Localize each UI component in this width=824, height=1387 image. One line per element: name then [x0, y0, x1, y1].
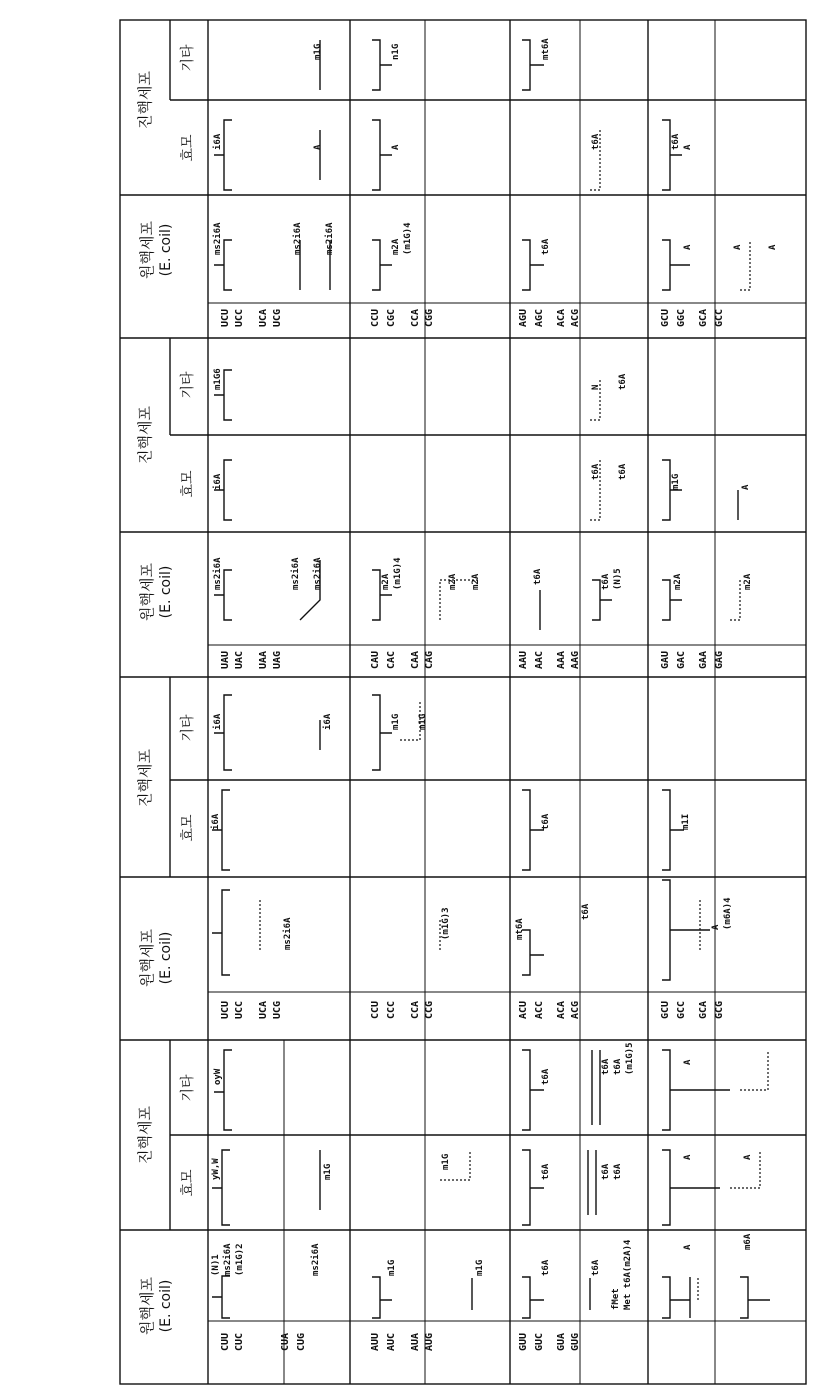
codon-label: GCA — [698, 308, 709, 328]
svg-text:A: A — [683, 1059, 693, 1065]
svg-text:t6A: t6A — [613, 1163, 623, 1180]
svg-text:t6A: t6A — [613, 1058, 623, 1075]
svg-text:t6A: t6A — [591, 1259, 601, 1276]
svg-text:t6A: t6A — [601, 1163, 611, 1180]
svg-text:n1G: n1G — [391, 43, 401, 60]
svg-text:(m6A)4: (m6A)4 — [723, 897, 733, 930]
mods-block-4-ecoli — [212, 222, 778, 290]
mods-block-1-ecoli — [211, 1233, 770, 1318]
svg-text:t6A: t6A — [618, 463, 628, 480]
header-block-3 — [136, 371, 196, 621]
svg-text:A: A — [683, 244, 693, 250]
codon-label: CAG — [424, 650, 435, 670]
svg-text:ms2i6A: ms2i6A — [223, 1243, 233, 1276]
codon-label: ACC — [534, 1000, 545, 1020]
svg-text:A: A — [683, 1154, 693, 1160]
header-eukaryote: 진핵세포 — [136, 749, 154, 807]
codon-label: GAA — [698, 650, 709, 670]
svg-text:i6A: i6A — [213, 713, 223, 730]
header-yeast: 효모 — [180, 814, 196, 842]
codon-label: UCU — [220, 308, 231, 328]
svg-text:m1G: m1G — [323, 1163, 333, 1180]
codon-label: CUU — [220, 1332, 231, 1352]
svg-text:A: A — [768, 244, 778, 250]
svg-text:A: A — [391, 144, 401, 150]
svg-text:m6A: m6A — [743, 1233, 753, 1250]
svg-text:m1G6: m1G6 — [213, 368, 223, 390]
svg-text:i6A: i6A — [213, 133, 223, 150]
svg-text:N: N — [591, 384, 601, 390]
svg-text:t6A: t6A — [591, 133, 601, 150]
svg-text:m2A: m2A — [391, 238, 401, 255]
header-block-1 — [136, 1074, 196, 1335]
svg-text:ms2i6A: ms2i6A — [325, 222, 335, 255]
svg-text:i6A: i6A — [213, 473, 223, 490]
svg-text:m2A: m2A — [743, 573, 753, 590]
codon-label: ACG — [570, 308, 581, 328]
mods-block-1-yeast — [211, 1150, 760, 1225]
svg-text:t6A: t6A — [618, 373, 628, 390]
svg-text:A: A — [683, 1244, 693, 1250]
mods-block-1-other — [213, 1042, 768, 1130]
svg-text:m2A: m2A — [673, 573, 683, 590]
codon-label: GCG — [714, 1000, 725, 1020]
svg-text:Met t6A(m2A)4: Met t6A(m2A)4 — [623, 1239, 633, 1310]
codon-label: UCG — [272, 308, 283, 328]
codon-label: ACA — [556, 308, 567, 328]
svg-text:ms2i6A: ms2i6A — [213, 557, 223, 590]
codon-label: CCA — [410, 308, 421, 328]
svg-text:ms2i6A: ms2i6A — [311, 1243, 321, 1276]
header-prokaryote: 원핵세포 — [138, 563, 156, 621]
header-ecoli: (E. coil) — [158, 1279, 174, 1333]
codon-label: GCC — [676, 1000, 687, 1020]
header-prokaryote: 원핵세포 — [138, 221, 156, 279]
header-other: 기타 — [180, 371, 196, 399]
codon-label: AUC — [386, 1332, 397, 1352]
header-yeast: 효모 — [180, 1169, 196, 1197]
svg-text:m1G: m1G — [671, 473, 681, 490]
codon-label: GUA — [556, 1332, 567, 1352]
svg-text:ms2i6A: ms2i6A — [293, 222, 303, 255]
svg-text:m1G: m1G — [391, 713, 401, 730]
svg-text:mt6A: mt6A — [515, 918, 525, 940]
svg-text:m2A: m2A — [448, 573, 458, 590]
svg-text:A: A — [743, 1154, 753, 1160]
svg-text:oyW: oyW — [213, 1068, 223, 1085]
svg-text:t6A: t6A — [541, 1163, 551, 1180]
svg-text:(N)5: (N)5 — [613, 568, 623, 590]
svg-text:(m1G)2: (m1G)2 — [235, 1243, 245, 1276]
svg-text:(m1G)5: (m1G)5 — [625, 1042, 635, 1075]
svg-text:t6A: t6A — [541, 813, 551, 830]
svg-text:t6A: t6A — [601, 573, 611, 590]
svg-text:A: A — [313, 144, 323, 150]
codon-label: GGC — [676, 308, 687, 328]
codon-label: UAG — [272, 650, 283, 670]
codon-label: UCC — [234, 308, 245, 328]
codon-label: GUG — [570, 1332, 581, 1352]
svg-text:m1G: m1G — [418, 713, 428, 730]
header-prokaryote: 원핵세포 — [138, 1277, 156, 1335]
codon-label: GAU — [660, 650, 671, 670]
codon-label: CGG — [424, 308, 435, 328]
svg-text:t6A: t6A — [541, 1068, 551, 1085]
codon-label: AUU — [370, 1332, 381, 1352]
codon-label: CCU — [370, 1000, 381, 1020]
svg-text:m1G: m1G — [475, 1259, 485, 1276]
header-yeast: 효모 — [180, 470, 196, 498]
mods-block-4-other — [313, 38, 551, 90]
mods-block-2-ecoli — [212, 880, 733, 980]
codon-label: CAU — [370, 650, 381, 670]
svg-text:A: A — [683, 144, 693, 150]
codon-label: AAA — [556, 650, 567, 670]
codon-label: AAC — [534, 650, 545, 670]
codon-label: ACG — [570, 1000, 581, 1020]
svg-text:t6A: t6A — [541, 238, 551, 255]
codon-label: UCC — [234, 1000, 245, 1020]
svg-text:A: A — [711, 924, 721, 930]
codon-label: GAC — [676, 650, 687, 670]
codon-label: GCC — [714, 308, 725, 328]
svg-text:m2A: m2A — [471, 573, 481, 590]
codon-label: GCA — [698, 1000, 709, 1020]
svg-text:fMet: fMet — [611, 1288, 621, 1310]
svg-text:yW,W: yW,W — [211, 1158, 221, 1180]
svg-text:t6A: t6A — [581, 903, 591, 920]
svg-text:mt6A: mt6A — [541, 38, 551, 60]
codon-label: CCG — [424, 1000, 435, 1020]
mods-block-2-other — [212, 695, 428, 770]
codon-label: CCC — [386, 1000, 397, 1020]
svg-text:t6A: t6A — [533, 568, 543, 585]
svg-text:(m1G)4: (m1G)4 — [393, 557, 403, 590]
mods-block-3-ecoli — [212, 557, 753, 630]
mods-block-2-yeast — [210, 790, 691, 870]
svg-text:A: A — [741, 484, 751, 490]
codon-label: CAC — [386, 650, 397, 670]
codon-label: CGC — [386, 308, 397, 328]
codon-label: GAG — [714, 650, 725, 670]
codon-label: UAU — [220, 650, 231, 670]
codon-label: GCU — [660, 1000, 671, 1020]
codon-label: CCU — [370, 308, 381, 328]
codon-label: UAA — [258, 650, 269, 670]
svg-text:t6A: t6A — [601, 1058, 611, 1075]
svg-text:t6A: t6A — [591, 463, 601, 480]
svg-text:m1G: m1G — [387, 1259, 397, 1276]
header-eukaryote: 진핵세포 — [136, 406, 154, 464]
svg-text:A: A — [733, 244, 743, 250]
mods-block-3-other — [213, 368, 628, 420]
svg-text:m1G: m1G — [441, 1153, 451, 1170]
svg-text:(m1G)4: (m1G)4 — [403, 222, 413, 255]
codon-label: AUA — [410, 1332, 421, 1352]
header-eukaryote: 진핵세포 — [136, 1106, 154, 1164]
header-other: 기타 — [180, 714, 196, 742]
header-ecoli: (E. coil) — [158, 565, 174, 619]
svg-text:ms2i6A: ms2i6A — [291, 557, 301, 590]
svg-text:m1G: m1G — [313, 43, 323, 60]
svg-text:ms2i6A: ms2i6A — [213, 222, 223, 255]
header-yeast: 효모 — [180, 134, 196, 162]
mods-block-4-yeast — [212, 120, 693, 190]
svg-text:ms2i6A: ms2i6A — [283, 917, 293, 950]
codon-label: AGU — [518, 308, 529, 328]
svg-text:m1I: m1I — [681, 813, 691, 830]
codon-label: CUC — [234, 1332, 245, 1352]
codon-label: AGC — [534, 308, 545, 328]
codon-label: AUG — [424, 1332, 435, 1352]
svg-text:(m1G)3: (m1G)3 — [441, 907, 451, 940]
codon-label: UCU — [220, 1000, 231, 1020]
codon-label: GUU — [518, 1332, 529, 1352]
mods-block-3-yeast — [212, 460, 751, 520]
svg-text:t6A: t6A — [671, 133, 681, 150]
svg-text:ms2i6A: ms2i6A — [313, 557, 323, 590]
header-block-2 — [136, 714, 196, 987]
header-prokaryote: 원핵세포 — [138, 929, 156, 987]
codon-label: CUG — [296, 1332, 307, 1352]
svg-text:i6A: i6A — [323, 713, 333, 730]
codon-label: AAG — [570, 650, 581, 670]
codon-columns — [220, 309, 725, 1351]
header-ecoli: (E. coil) — [158, 223, 174, 277]
header-block-4 — [136, 44, 196, 279]
codon-label: AAU — [518, 650, 529, 670]
svg-text:m2A: m2A — [381, 573, 391, 590]
codon-label: GCU — [660, 308, 671, 328]
codon-label: CUA — [280, 1332, 291, 1352]
codon-label: UCA — [258, 1000, 269, 1020]
header-other: 기타 — [180, 1074, 196, 1102]
svg-text:t6A: t6A — [541, 1259, 551, 1276]
codon-label: ACU — [518, 1000, 529, 1020]
svg-text:(N)1: (N)1 — [211, 1254, 221, 1276]
header-eukaryote: 진핵세포 — [136, 71, 154, 129]
codon-label: UCG — [272, 1000, 283, 1020]
codon-label: UCA — [258, 308, 269, 328]
header-other: 기타 — [180, 44, 196, 72]
codon-label: UAC — [234, 650, 245, 670]
codon-label: ACA — [556, 1000, 567, 1020]
codon-label: GUC — [534, 1332, 545, 1352]
codon-label: CCA — [410, 1000, 421, 1020]
svg-text:i6A: i6A — [211, 813, 221, 830]
codon-label: CAA — [410, 650, 421, 670]
header-ecoli: (E. coil) — [158, 931, 174, 985]
